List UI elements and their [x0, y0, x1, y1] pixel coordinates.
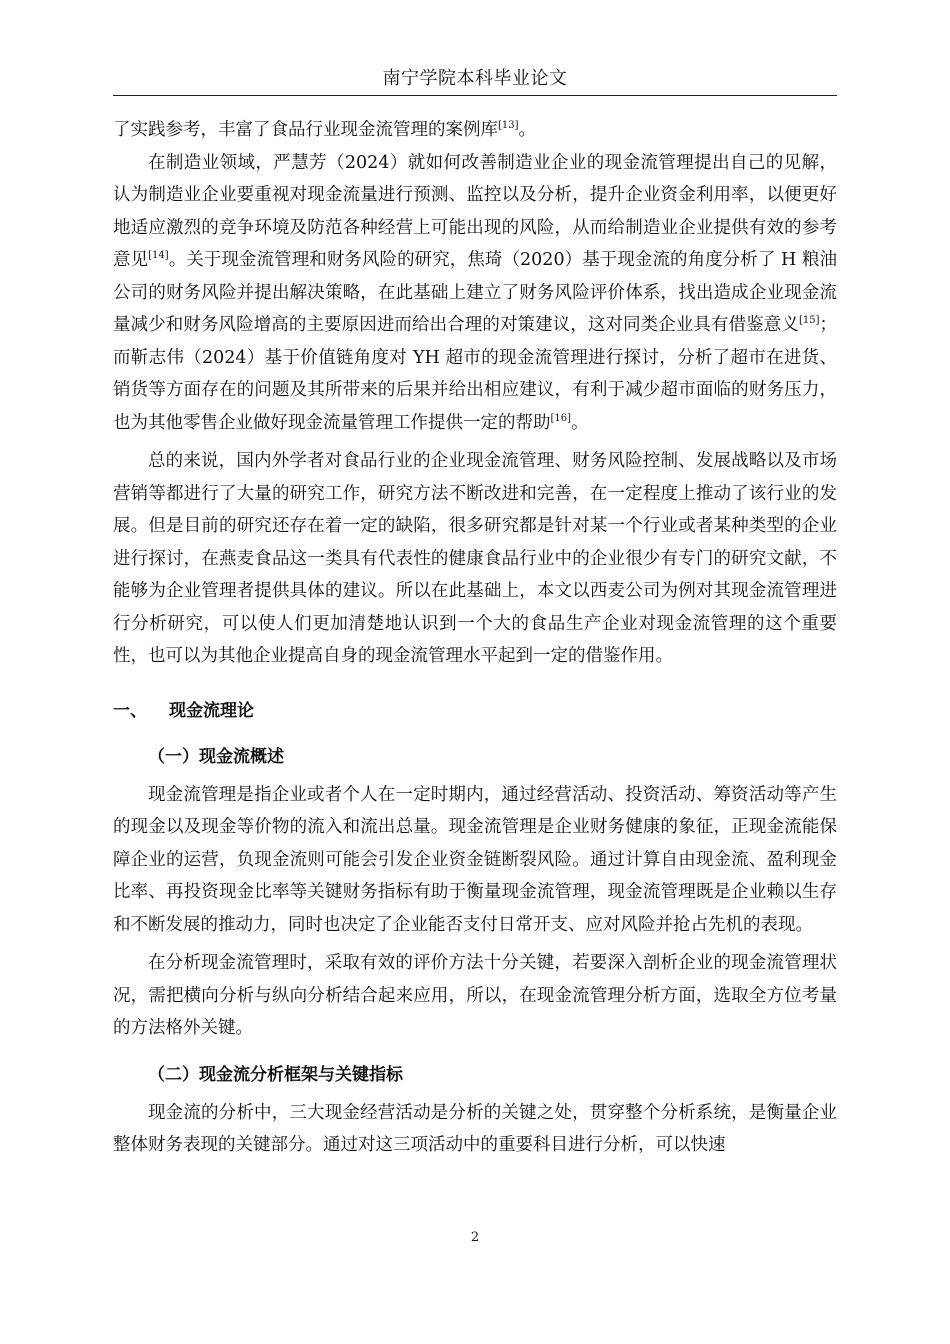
subsection-heading-1: （一）现金流概述 — [148, 746, 284, 767]
text-run: 。 — [518, 120, 537, 140]
text-run: 。 — [571, 412, 589, 433]
paragraph-cashflow-method: 在分析现金流管理时，采取有效的评价方法十分关键，若要深入剖析企业的现金流管理状况，需把横向分析与纵向分析结合起来应用，所以，在现金流管理分析方面，选取全方位考量的方法格外关键。 — [113, 953, 837, 1038]
citation-ref: [16] — [550, 412, 572, 424]
section-title: 现金流理论 — [169, 700, 254, 721]
subsection-heading-2: （二）现金流分析框架与关键指标 — [148, 1064, 403, 1085]
paragraph-cashflow-overview: 现金流管理是指企业或者个人在一定时期内，通过经营活动、投资活动、筹资活动等产生的现金以及现金等价物的流入和流出总量。现金流管理是企业财务健康的象征，正现金流能保障企业的运营，负现金流则可能会引发企业资金链断裂风险。通过计算自由现金流、盈利现金比率、再投资现金比率等关键财务指标有助于衡量现金流管理，现金流管理既是企业赖以生存和不断发展的推动力，同时也决定了企业能否支付日常开支、应对风险并抢占先机的表现。 — [113, 784, 837, 935]
paragraph-continuation — [113, 114, 837, 147]
header-rule — [113, 95, 837, 96]
section-heading — [113, 695, 837, 727]
paragraph-summary: 总的来说，国内外学者对食品行业的企业现金流管理、财务风险控制、发展战略以及市场营销等都进行了大量的研究工作，研究方法不断改进和完善，在一定程度上推动了该行业的发展。但是目前的研究还存在着一定的缺陷，很多研究都是针对某一个行业或者某种类型的企业进行探讨，在燕麦食品这一类具有代表性的健康食品行业中的企业很少有专门的研究文献，不能够为企业管理者提供具体的建议。所以在此基础上，本文以西麦公司为例对其现金流管理进行分析研究，可以使人们更加清楚地认识到一个大的食品生产企业对现金流管理的这个重要性，也可以为其他企业提高自身的现金流管理水平起到一定的借鉴作用。 — [113, 451, 837, 666]
page-number: 2 — [470, 1230, 480, 1245]
body-text — [113, 114, 837, 1162]
paragraph-manufacturing — [113, 147, 837, 440]
text-run: 。关于现金流管理和财务风险的研究，焦琦（2020）基于现金流的角度分析了 H 粮油公司的财务风险并提出解决策略，在此基础上建立了财务风险评价体系，找出造成企业现金流量减少和财务风险增高的主要原因进而给出合理的对策建议，这对同类企业具有借鉴意义 — [113, 250, 838, 335]
citation-ref: [14] — [148, 250, 169, 261]
paragraph-framework: 现金流的分析中，三大现金经营活动是分析的关键之处，贯穿整个分析系统，是衡量企业整体财务表现的关键部分。通过对这三项活动中的重要科目进行分析，可以快速 — [113, 1102, 837, 1155]
citation-ref: [15] — [798, 315, 820, 326]
citation-ref: [13] — [498, 120, 519, 131]
text-run: 在制造业领域，严慧芳（2024）就如何改善制造业企业的现金流管理提出自己的见解，认为制造业企业要重视对现金流量进行预测、监控以及分析，提升企业资金利用率，以便更好地适应激烈的竞争环境及防范各种经营上可能出现的风险，从而给制造业企业提供有效的参考意见 — [113, 152, 837, 270]
running-header: 南宁学院本科毕业论文 — [382, 68, 568, 89]
text-run: 了实践参考，丰富了食品行业现金流管理的案例库 — [113, 120, 498, 140]
text-run: ；而靳志伟（2024）基于价值链角度对 YH 超市的现金流管理进行探讨，分析了超市在进货、销货等方面存在的问题及其所带来的后果并给出相应建议，有利于减少超市面临的财务压力，也为其他零售企业做好现金流量管理工作提供一定的帮助 — [113, 315, 837, 433]
section-number: 一、 — [113, 700, 147, 721]
